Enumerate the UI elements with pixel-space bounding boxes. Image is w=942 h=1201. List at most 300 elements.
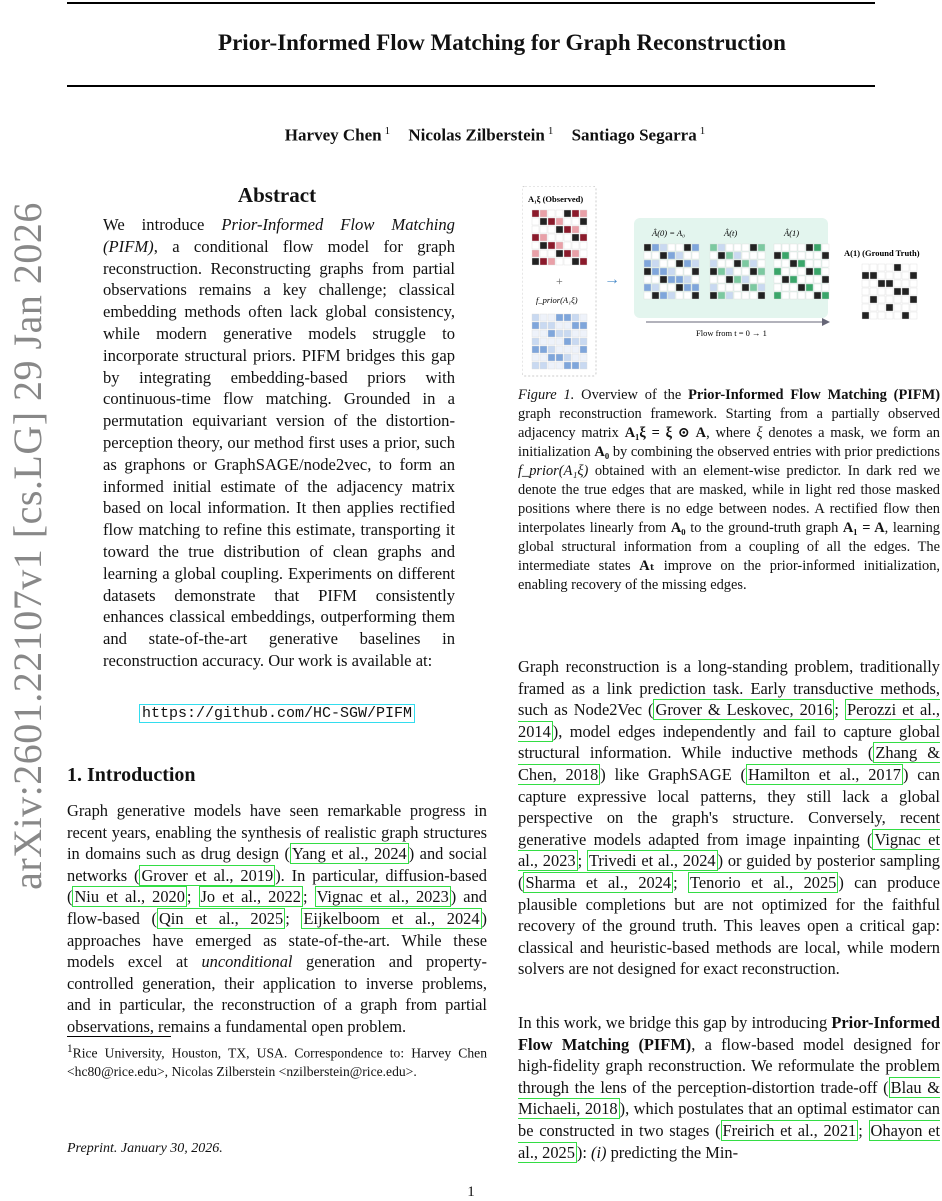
matrix-cell — [532, 250, 539, 257]
arrow-icon: → — [604, 271, 620, 288]
matrix-cell — [548, 250, 555, 257]
matrix-cell — [660, 276, 667, 283]
intro-paragraph: Graph generative models have seen remarkable progress in recent years, enabling the synthesis of realistic graph structures in domains such as drug design ( Yang et al., 2024 ) and social networks ( Grover et al., 2019 ). In particular, diffusion-based ( Niu et al., 2020 ; Jo et al., 2022 ; Vignac et al., 2023 ) and flow-based ( Qin et al., 2025 ; Eijkelboom et al., 2024 ) approaches have emerged as state-of-the-art. While these models excel at unconditional generation and property-controlled generation, their application to inverse problems, and in particular, the reconstruction of a graph from partial observations, remains a fundamental open problem. — [67, 801, 488, 1036]
matrix-cell — [894, 296, 901, 303]
matrix-cell — [532, 330, 539, 337]
matrix-cell — [564, 210, 571, 217]
matrix-cell — [878, 304, 885, 311]
matrix-cell — [644, 260, 651, 267]
matrix-cell — [886, 280, 893, 287]
citation-link[interactable]: Hamilton et al., 2017 — [748, 764, 901, 784]
prior-matrix — [532, 314, 587, 369]
method-name: Prior-Informed Flow Matching (PIFM) — [103, 215, 455, 256]
paper-title: Prior-Informed Flow Matching for Graph Reconstruction — [218, 30, 786, 55]
matrix-cell — [758, 244, 765, 251]
matrix-cell — [572, 322, 579, 329]
matrix-cell — [726, 252, 733, 259]
matrix-cell — [902, 272, 909, 279]
matrix-cell — [910, 296, 917, 303]
matrix-cell — [734, 244, 741, 251]
matrix-cell — [572, 346, 579, 353]
matrix-cell — [710, 276, 717, 283]
matrix-cell — [676, 268, 683, 275]
matrix-cell — [862, 272, 869, 279]
matrix-cell — [556, 234, 563, 241]
matrix-cell — [684, 276, 691, 283]
citation-link[interactable]: Vignac et al., 2023 — [316, 887, 449, 907]
matrix-cell — [564, 314, 571, 321]
citation-link[interactable]: Jo et al., 2022 — [200, 887, 301, 907]
code-link[interactable] — [67, 705, 487, 722]
matrix-cell — [540, 250, 547, 257]
matrix-cell — [814, 268, 821, 275]
matrix-cell — [878, 264, 885, 271]
matrix-cell — [564, 346, 571, 353]
matrix-cell — [668, 268, 675, 275]
author-name: Santiago Segarra — [571, 125, 697, 145]
matrix-cell — [564, 354, 571, 361]
matrix-cell — [734, 252, 741, 259]
matrix-cell — [540, 210, 547, 217]
matrix-cell — [718, 260, 725, 267]
matrix-cell — [652, 244, 659, 251]
matrix-cell — [894, 288, 901, 295]
matrix-cell — [556, 250, 563, 257]
page-number: 1 — [467, 1184, 475, 1200]
matrix-cell — [774, 284, 781, 291]
matrix-cell — [556, 218, 563, 225]
matrix-cell — [572, 218, 579, 225]
matrix-cell — [758, 284, 765, 291]
citation-link[interactable]: Zhang & Chen, 2018 — [518, 743, 940, 784]
matrix-cell — [902, 296, 909, 303]
matrix-cell — [660, 260, 667, 267]
matrix-cell — [782, 252, 789, 259]
matrix-cell — [774, 252, 781, 259]
matrix-cell — [564, 234, 571, 241]
matrix-cell — [572, 362, 579, 369]
code-url[interactable]: https://github.com/HC-SGW/PIFM — [139, 704, 415, 723]
matrix-cell — [718, 268, 725, 275]
matrix-cell — [580, 242, 587, 249]
matrix-cell — [798, 292, 805, 299]
matrix-cell — [774, 268, 781, 275]
matrix-cell — [878, 296, 885, 303]
matrix-cell — [910, 264, 917, 271]
author-name: Nicolas Zilberstein — [408, 125, 545, 145]
matrix-cell — [572, 210, 579, 217]
matrix-cell — [806, 260, 813, 267]
matrix-cell — [886, 304, 893, 311]
section-heading-introduction: 1. Introduction — [67, 764, 196, 786]
matrix-cell — [684, 284, 691, 291]
matrix-cell — [894, 304, 901, 311]
matrix-cell — [540, 338, 547, 345]
matrix-cell — [862, 312, 869, 319]
matrix-cell — [790, 268, 797, 275]
matrix-cell — [668, 260, 675, 267]
matrix-cell — [806, 292, 813, 299]
author-name: Harvey Chen — [284, 125, 382, 145]
citation-link[interactable]: Freirich et al., 2021 — [722, 1120, 857, 1140]
matrix-cell — [548, 346, 555, 353]
matrix-cell — [806, 276, 813, 283]
matrix-cell — [734, 276, 741, 283]
matrix-cell — [798, 284, 805, 291]
matrix-cell — [886, 312, 893, 319]
matrix-cell — [540, 322, 547, 329]
matrix-cell — [532, 234, 539, 241]
matrix-cell — [894, 264, 901, 271]
matrix-cell — [564, 322, 571, 329]
matrix-cell — [902, 312, 909, 319]
matrix-cell — [790, 292, 797, 299]
matrix-cell — [652, 276, 659, 283]
matrix-cell — [798, 252, 805, 259]
prior-label: f_prior(A₁ξ) — [536, 295, 578, 305]
matrix-cell — [564, 362, 571, 369]
matrix-cell — [540, 226, 547, 233]
matrix-cell — [660, 292, 667, 299]
affiliation-mark: 1 — [699, 125, 706, 137]
matrix-cell — [572, 226, 579, 233]
matrix-cell — [790, 260, 797, 267]
matrix-cell — [572, 234, 579, 241]
matrix-cell — [734, 268, 741, 275]
matrix-cell — [668, 284, 675, 291]
matrix-cell — [886, 288, 893, 295]
ground-truth-matrix — [862, 264, 917, 319]
matrix-cell — [902, 280, 909, 287]
citation-link[interactable]: Grover & Leskovec, 2016 — [655, 700, 833, 720]
matrix-cell — [814, 260, 821, 267]
ground-truth-label: A(1) (Ground Truth) — [844, 248, 920, 258]
matrix-cell — [660, 252, 667, 259]
matrix-cell — [782, 276, 789, 283]
matrix-cell — [894, 280, 901, 287]
matrix-cell — [750, 276, 757, 283]
matrix-cell — [668, 276, 675, 283]
matrix-cell — [556, 362, 563, 369]
matrix-cell — [676, 252, 683, 259]
footnote-rule — [67, 1036, 171, 1037]
matrix-cell — [726, 284, 733, 291]
matrix-cell — [782, 244, 789, 251]
matrix-cell — [692, 284, 699, 291]
matrix-cell — [758, 252, 765, 259]
matrix-cell — [556, 354, 563, 361]
matrix-cell — [806, 284, 813, 291]
matrix-cell — [774, 292, 781, 299]
matrix-cell — [556, 258, 563, 265]
matrix-cell — [774, 244, 781, 251]
matrix-cell — [822, 276, 829, 283]
matrix-cell — [580, 362, 587, 369]
matrix-cell — [668, 292, 675, 299]
matrix-cell — [660, 284, 667, 291]
matrix-cell — [822, 268, 829, 275]
matrix-cell — [548, 322, 555, 329]
matrix-cell — [532, 346, 539, 353]
matrix-cell — [556, 314, 563, 321]
matrix-cell — [548, 314, 555, 321]
matrix-cell — [710, 268, 717, 275]
matrix-cell — [660, 268, 667, 275]
matrix-cell — [862, 296, 869, 303]
matrix-cell — [580, 210, 587, 217]
matrix-cell — [532, 242, 539, 249]
matrix-cell — [814, 284, 821, 291]
matrix-cell — [910, 288, 917, 295]
matrix-cell — [556, 226, 563, 233]
matrix-cell — [660, 244, 667, 251]
matrix-cell — [894, 312, 901, 319]
matrix-cell — [580, 338, 587, 345]
matrix-cell — [676, 244, 683, 251]
matrix-cell — [548, 362, 555, 369]
matrix-cell — [556, 210, 563, 217]
matrix-cell — [548, 338, 555, 345]
matrix-cell — [726, 268, 733, 275]
top-rule — [67, 2, 875, 4]
observed-matrix — [532, 210, 587, 265]
abstract-heading: Abstract — [237, 183, 317, 207]
right-paragraph-1: Graph reconstruction is a long-standing problem, traditionally framed as a link prediction task. Early transductive methods, such as Node2Vec ( Grover & Leskovec, 2016 ; Perozzi et al., 2014 ), model edges independently and fail to capture global structural information. While inductive methods ( Zhang & Chen, 2018 ) like GraphSAGE ( Hamilton et al., 2017 ) can capture expressive local patterns, they still lack a global perspective on the graph's structure. Conversely, recent generative models adapted from image inpainting ( Vignac et al., 2023 ; Trivedi et al., 2024 ) or guided by posterior sampling ( Sharma et al., 2024 ; Tenorio et al., 2025 ) can produce plausible completions but are not optimized for the faithful recovery of the ground truth. This leaves open a critical gap: classical and heuristic-based methods are local, while modern solvers are not designed for exact reconstruction. — [518, 657, 941, 979]
matrix-cell — [564, 250, 571, 257]
matrix-cell — [540, 314, 547, 321]
matrix-cell — [790, 276, 797, 283]
matrix-cell — [782, 292, 789, 299]
matrix-cell — [734, 284, 741, 291]
matrix-cell — [862, 280, 869, 287]
matrix-cell — [580, 226, 587, 233]
matrix-cell — [548, 242, 555, 249]
citation-link[interactable]: Qin et al., 2025 — [158, 908, 284, 928]
matrix-cell — [644, 292, 651, 299]
matrix-cell — [684, 244, 691, 251]
matrix-cell — [774, 276, 781, 283]
matrix-cell — [684, 268, 691, 275]
matrix-cell — [870, 304, 877, 311]
matrix-cell — [822, 292, 829, 299]
citation-link[interactable]: Grover et al., 2019 — [141, 865, 274, 885]
matrix-cell — [692, 260, 699, 267]
matrix-cell — [870, 280, 877, 287]
matrix-cell — [910, 280, 917, 287]
matrix-cell — [644, 244, 651, 251]
matrix-cell — [564, 258, 571, 265]
matrix-cell — [878, 280, 885, 287]
matrix-cell — [822, 260, 829, 267]
matrix-cell — [742, 252, 749, 259]
matrix-cell — [572, 250, 579, 257]
matrix-cell — [572, 338, 579, 345]
matrix-cell — [782, 268, 789, 275]
matrix-cell — [886, 296, 893, 303]
matrix-cell — [718, 244, 725, 251]
matrix-cell — [878, 288, 885, 295]
matrix-cell — [668, 244, 675, 251]
matrix-cell — [750, 284, 757, 291]
matrix-cell — [734, 260, 741, 267]
arxiv-identifier: arXiv:2601.22107v1 [cs.LG] 29 Jan 2026 — [5, 202, 50, 890]
citation-link[interactable]: Niu et al., 2020 — [74, 887, 185, 907]
citation-link[interactable]: Tenorio et al., 2025 — [690, 872, 837, 892]
matrix-cell — [742, 284, 749, 291]
stept-label: Â(t) — [724, 228, 738, 238]
matrix-cell — [676, 284, 683, 291]
matrix-cell — [556, 322, 563, 329]
matrix-cell — [798, 268, 805, 275]
citation-link[interactable]: Vignac et al., 2023 — [518, 829, 941, 871]
citation-link[interactable]: Trivedi et al., 2024 — [588, 851, 716, 871]
matrix-cell — [902, 304, 909, 311]
matrix-cell — [556, 338, 563, 345]
matrix-cell — [742, 260, 749, 267]
matrix-cell — [580, 250, 587, 257]
matrix-cell — [774, 260, 781, 267]
matrix-cell — [782, 284, 789, 291]
matrix-cell — [902, 264, 909, 271]
matrix-cell — [814, 252, 821, 259]
title-rule — [67, 85, 875, 87]
matrix-cell — [742, 276, 749, 283]
matrix-cell — [742, 244, 749, 251]
matrix-cell — [548, 218, 555, 225]
matrix-cell — [532, 314, 539, 321]
matrix-cell — [548, 330, 555, 337]
matrix-cell — [870, 272, 877, 279]
matrix-cell — [540, 258, 547, 265]
citation-link[interactable]: Ohayon et al., 2025 — [518, 1120, 941, 1162]
matrix-cell — [886, 272, 893, 279]
matrix-cell — [894, 272, 901, 279]
matrix-cell — [540, 346, 547, 353]
matrix-cell — [540, 330, 547, 337]
matrix-cell — [814, 292, 821, 299]
citation-link[interactable]: Eijkelboom et al., 2024 — [303, 908, 480, 928]
flow-arrow-head — [822, 318, 830, 326]
matrix-cell — [532, 354, 539, 361]
figure-1-diagram — [522, 186, 940, 378]
matrix-cell — [750, 260, 757, 267]
matrix-cell — [718, 276, 725, 283]
matrix-cell — [870, 288, 877, 295]
matrix-cell — [644, 276, 651, 283]
matrix-cell — [564, 226, 571, 233]
footnote: $^1$Rice University, Houston, TX, USA. Correspondence to: Harvey Chen <hc80@rice.edu>, Nicolas Zilberstein <nzilberstein@rice.edu>. — [67, 1043, 487, 1079]
matrix-cell — [532, 322, 539, 329]
matrix-cell — [870, 312, 877, 319]
matrix-cell — [726, 244, 733, 251]
matrix-cell — [684, 292, 691, 299]
matrix-cell — [580, 234, 587, 241]
matrix-cell — [532, 362, 539, 369]
matrix-cell — [548, 210, 555, 217]
matrix-cell — [532, 258, 539, 265]
citation-link[interactable]: Blau & Michaeli, 2018 — [518, 1077, 941, 1119]
matrix-cell — [652, 292, 659, 299]
matrix-cell — [814, 244, 821, 251]
matrix-cell — [580, 322, 587, 329]
matrix-cell — [726, 260, 733, 267]
matrix-cell — [718, 252, 725, 259]
matrix-cell — [572, 314, 579, 321]
abstract-text: We introduce Prior-Informed Flow Matching (PIFM), a conditional flow model for graph reconstruction. Reconstructing graphs from partial observations remains a key challenge; classical embedding methods often lack global consistency, while modern generative models struggle to incorporate structural priors. PIFM bridges this gap by integrating embedding-based priors with continuous-time flow matching. Grounded in a permutation equivariant version of the distortion-perception theory, our method first uses a prior, such as graphons or GraphSAGE/node2vec, to form an informed initial estimate of the adjacency matrix based on local information. It then applies rectified flow matching to refine this estimate, transporting it toward the true distribution of clean graphs and learning a global coupling. Experiments on different datasets demonstrate that PIFM consistently enhances classical embeddings, outperforming them and state-of-the-art generative baselines in reconstruction accuracy. Our work is available at: — [103, 215, 455, 670]
preprint-note: Preprint. January 30, 2026. — [67, 1141, 223, 1156]
matrix-cell — [710, 292, 717, 299]
matrix-cell — [540, 234, 547, 241]
citation-link[interactable]: Sharma et al., 2024 — [525, 872, 672, 892]
matrix-cell — [540, 354, 547, 361]
matrix-cell — [806, 268, 813, 275]
matrix-cell — [878, 312, 885, 319]
matrix-cell — [548, 226, 555, 233]
matrix-cell — [644, 284, 651, 291]
matrix-cell — [758, 276, 765, 283]
matrix-cell — [910, 272, 917, 279]
matrix-cell — [580, 314, 587, 321]
matrix-cell — [710, 260, 717, 267]
matrix-cell — [790, 244, 797, 251]
matrix-cell — [548, 354, 555, 361]
step1-label: Â(1) — [784, 228, 800, 238]
matrix-cell — [652, 252, 659, 259]
matrix-cell — [750, 292, 757, 299]
affiliation-mark: 1 — [547, 125, 554, 137]
matrix-cell — [710, 244, 717, 251]
matrix-cell — [676, 276, 683, 283]
author-list — [67, 125, 937, 146]
matrix-cell — [710, 284, 717, 291]
observed-label: A₁ξ (Observed) — [528, 194, 584, 204]
matrix-cell — [676, 260, 683, 267]
matrix-cell — [684, 252, 691, 259]
matrix-cell — [692, 276, 699, 283]
matrix-cell — [572, 242, 579, 249]
citation-link[interactable]: Perozzi et al., 2014 — [518, 700, 941, 741]
matrix-stept — [710, 244, 765, 299]
matrix-cell — [644, 268, 651, 275]
matrix-cell — [886, 264, 893, 271]
matrix-cell — [710, 252, 717, 259]
matrix-cell — [556, 242, 563, 249]
step0-label: Â(0) = A₀ — [652, 228, 686, 238]
matrix-cell — [564, 330, 571, 337]
matrix-cell — [862, 264, 869, 271]
matrix-cell — [572, 330, 579, 337]
matrix-cell — [862, 304, 869, 311]
matrix-cell — [532, 226, 539, 233]
matrix-cell — [580, 330, 587, 337]
matrix-cell — [532, 218, 539, 225]
matrix-step1 — [774, 244, 829, 299]
matrix-cell — [806, 252, 813, 259]
matrix-cell — [814, 276, 821, 283]
matrix-cell — [540, 362, 547, 369]
citation-link[interactable]: Yang et al., 2024 — [291, 844, 407, 864]
matrix-cell — [798, 276, 805, 283]
matrix-cell — [572, 354, 579, 361]
matrix-cell — [652, 268, 659, 275]
matrix-cell — [684, 260, 691, 267]
matrix-cell — [580, 354, 587, 361]
flow-label: Flow from t = 0 → 1 — [696, 328, 767, 338]
matrix-cell — [532, 210, 539, 217]
matrix-cell — [668, 252, 675, 259]
right-paragraph-2: In this work, we bridge this gap by introducing Prior-Informed Flow Matching (PIFM), a flow-based model designed for high-fidelity graph reconstruction. We reformulate the problem through the lens of the perception-distortion trade-off ( Blau & Michaeli, 2018 ), which postulates that an optimal estimator can be constructed in two stages ( Freirich et al., 2021 ; Ohayon et al., 2025 ): (i) predicting the Min- — [518, 1013, 941, 1162]
matrix-cell — [692, 244, 699, 251]
